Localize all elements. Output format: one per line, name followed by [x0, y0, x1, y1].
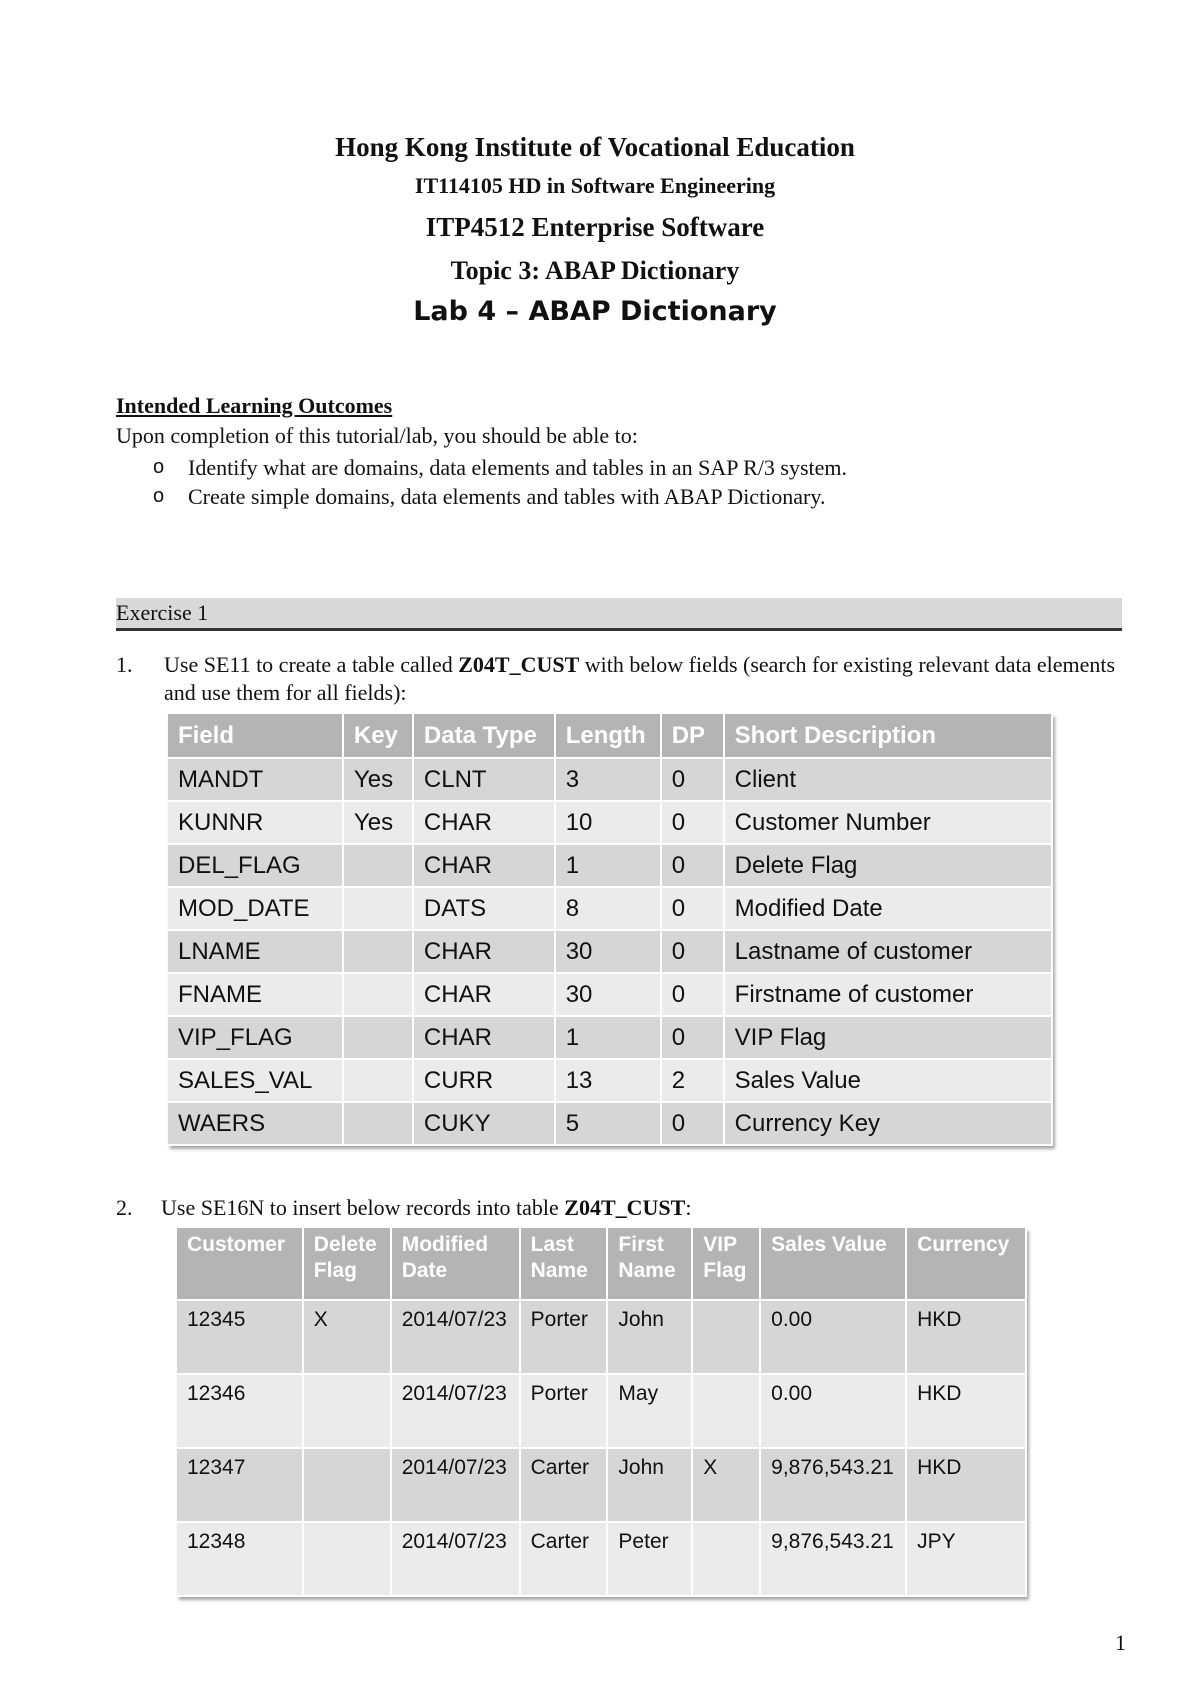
table-cell: 0 [661, 973, 724, 1016]
table-cell: 2014/07/23 [391, 1522, 520, 1596]
table-cell: 12348 [177, 1522, 303, 1596]
table-row [168, 1016, 1052, 1059]
table-cell: Currency Key [724, 1102, 1052, 1145]
learning-outcomes-section [116, 391, 1116, 511]
table-cell: CLNT [413, 758, 555, 801]
table-row [168, 887, 1052, 930]
table-name: Z04T_CUST [458, 652, 580, 677]
table-cell: WAERS [168, 1102, 343, 1145]
learning-outcomes-intro: Upon completion of this tutorial/lab, you should be able to: [116, 423, 638, 448]
list-item [116, 453, 1116, 482]
table-row [177, 1522, 1026, 1596]
table-row [168, 973, 1052, 1016]
column-header-line: First [618, 1233, 664, 1256]
column-header: Key [343, 714, 413, 758]
table-row [168, 1059, 1052, 1102]
table-cell: Carter [520, 1448, 608, 1522]
table-cell: 0 [661, 801, 724, 844]
table-cell: X [303, 1300, 391, 1374]
column-header-line: Last [530, 1233, 574, 1256]
table-cell: 1 [555, 1016, 661, 1059]
table-cell [343, 1016, 413, 1059]
column-header-line: VIP [703, 1233, 738, 1256]
column-header-line: Sales Value [771, 1233, 887, 1256]
column-header [303, 1228, 391, 1300]
step-text-pre: Use SE11 to create a table called [164, 652, 459, 677]
table-cell: CHAR [413, 801, 555, 844]
fields-table [168, 714, 1053, 1146]
table-cell: VIP_FLAG [168, 1016, 343, 1059]
table-cell [343, 887, 413, 930]
programme-name: IT114105 HD in Software Engineering [414, 173, 776, 198]
table-row [168, 758, 1052, 801]
table-cell: CHAR [413, 930, 555, 973]
bullet-icon: o [153, 456, 165, 478]
table-cell: CHAR [413, 1016, 555, 1059]
table-cell [343, 1059, 413, 1102]
table-cell: CUKY [413, 1102, 555, 1145]
table-cell: May [607, 1374, 692, 1448]
table-cell: 0 [661, 1102, 724, 1145]
table-cell: MOD_DATE [168, 887, 343, 930]
table-cell: Yes [343, 758, 413, 801]
table-row [168, 930, 1052, 973]
step-text [161, 1194, 1122, 1222]
list-item [116, 482, 1116, 511]
table-cell: VIP Flag [724, 1016, 1052, 1059]
step-text-post: : [685, 1195, 692, 1220]
column-header [760, 1228, 906, 1300]
table-cell: 9,876,543.21 [760, 1448, 906, 1522]
column-header-line: Name [618, 1259, 676, 1282]
table-cell: 2 [661, 1059, 724, 1102]
bullet-icon: o [153, 485, 165, 507]
column-header: Field [168, 714, 343, 758]
table-row [177, 1448, 1026, 1522]
table-cell: Sales Value [724, 1059, 1052, 1102]
table-cell: JPY [906, 1522, 1026, 1596]
table-cell: Carter [520, 1522, 608, 1596]
learning-outcomes-heading: Intended Learning Outcomes [116, 393, 393, 418]
step-number: 1. [116, 652, 133, 677]
table-cell: HKD [906, 1374, 1026, 1448]
column-header-line: Flag [703, 1259, 747, 1282]
table-cell: LNAME [168, 930, 343, 973]
column-header: Length [555, 714, 661, 758]
lab-title: Lab 4 – ABAP Dictionary [413, 296, 777, 327]
list-item-text: Create simple domains, data elements and tables with ABAP Dictionary. [188, 484, 826, 509]
table-row [177, 1374, 1026, 1448]
table-row [168, 1102, 1052, 1145]
column-header [391, 1228, 520, 1300]
table-cell [343, 973, 413, 1016]
table-cell: Yes [343, 801, 413, 844]
column-header [520, 1228, 608, 1300]
table-cell [303, 1374, 391, 1448]
document-header [0, 130, 1190, 330]
table-cell: 1 [555, 844, 661, 887]
table-cell: Modified Date [724, 887, 1052, 930]
table-cell: Lastname of customer [724, 930, 1052, 973]
table-cell: 12345 [177, 1300, 303, 1374]
table-cell: CURR [413, 1059, 555, 1102]
column-header-line: Currency [917, 1233, 1010, 1256]
table-cell: 0.00 [760, 1300, 906, 1374]
table-cell [343, 844, 413, 887]
table-cell: DATS [413, 887, 555, 930]
step-number: 2. [116, 1195, 133, 1220]
table-cell: 3 [555, 758, 661, 801]
table-cell: FNAME [168, 973, 343, 1016]
learning-outcomes-list [116, 453, 1116, 511]
table-cell: Firstname of customer [724, 973, 1052, 1016]
column-header [692, 1228, 760, 1300]
table-cell [343, 930, 413, 973]
table-cell: John [607, 1448, 692, 1522]
records-table [177, 1228, 1027, 1597]
column-header-line: Delete [313, 1233, 377, 1256]
table-cell: CHAR [413, 844, 555, 887]
table-cell: 12346 [177, 1374, 303, 1448]
column-header-line: Name [530, 1259, 588, 1282]
table-cell: 30 [555, 973, 661, 1016]
step-text [164, 651, 1122, 707]
table-cell [343, 1102, 413, 1145]
table-header-row [168, 714, 1052, 758]
table-row [177, 1300, 1026, 1374]
table-cell [692, 1522, 760, 1596]
table-cell: DEL_FLAG [168, 844, 343, 887]
column-header [177, 1228, 303, 1300]
step-text-post: with below fields (search for existing relevant data elements and use them for all fields): [164, 652, 1116, 705]
column-header-line: Date [401, 1259, 448, 1282]
table-cell: 0 [661, 844, 724, 887]
table-cell [692, 1300, 760, 1374]
step-text-pre: Use SE16N to insert below records into table [161, 1195, 565, 1220]
table-cell: Porter [520, 1374, 608, 1448]
table-cell: 12347 [177, 1448, 303, 1522]
table-cell: 2014/07/23 [391, 1300, 520, 1374]
table-cell: 10 [555, 801, 661, 844]
table-cell [303, 1522, 391, 1596]
table-cell: Client [724, 758, 1052, 801]
table-cell [303, 1448, 391, 1522]
table-row [168, 801, 1052, 844]
column-header-line: Customer [187, 1233, 286, 1256]
table-cell: CHAR [413, 973, 555, 1016]
table-cell: SALES_VAL [168, 1059, 343, 1102]
table-row [168, 844, 1052, 887]
table-cell: MANDT [168, 758, 343, 801]
column-header: DP [661, 714, 724, 758]
table-cell: X [692, 1448, 760, 1522]
column-header: Short Description [724, 714, 1052, 758]
table-cell: 2014/07/23 [391, 1448, 520, 1522]
table-cell [692, 1374, 760, 1448]
table-cell: 9,876,543.21 [760, 1522, 906, 1596]
table-cell: 0 [661, 1016, 724, 1059]
page-number: 1 [1115, 1630, 1126, 1655]
table-cell: 13 [555, 1059, 661, 1102]
table-cell: 0 [661, 887, 724, 930]
table-header-row [177, 1228, 1026, 1300]
column-header: Data Type [413, 714, 555, 758]
table-name: Z04T_CUST [564, 1195, 686, 1220]
table-cell: Peter [607, 1522, 692, 1596]
table-cell: 8 [555, 887, 661, 930]
institute-name: Hong Kong Institute of Vocational Education [335, 132, 855, 162]
column-header-line: Flag [313, 1259, 357, 1282]
exercise-heading: Exercise 1 [116, 598, 1122, 631]
table-cell: Delete Flag [724, 844, 1052, 887]
table-cell: 30 [555, 930, 661, 973]
table-cell: KUNNR [168, 801, 343, 844]
column-header [607, 1228, 692, 1300]
table-cell: 2014/07/23 [391, 1374, 520, 1448]
table-cell: Porter [520, 1300, 608, 1374]
table-cell: 0 [661, 930, 724, 973]
table-cell: John [607, 1300, 692, 1374]
list-item-text: Identify what are domains, data elements and tables in an SAP R/3 system. [188, 455, 848, 480]
table-cell: HKD [906, 1300, 1026, 1374]
table-cell: 0 [661, 758, 724, 801]
table-cell: 5 [555, 1102, 661, 1145]
table-cell: Customer Number [724, 801, 1052, 844]
course-name: ITP4512 Enterprise Software [425, 212, 765, 242]
column-header-line: Modified [401, 1233, 489, 1256]
column-header [906, 1228, 1026, 1300]
table-cell: HKD [906, 1448, 1026, 1522]
table-cell: 0.00 [760, 1374, 906, 1448]
topic-title: Topic 3: ABAP Dictionary [450, 256, 740, 285]
